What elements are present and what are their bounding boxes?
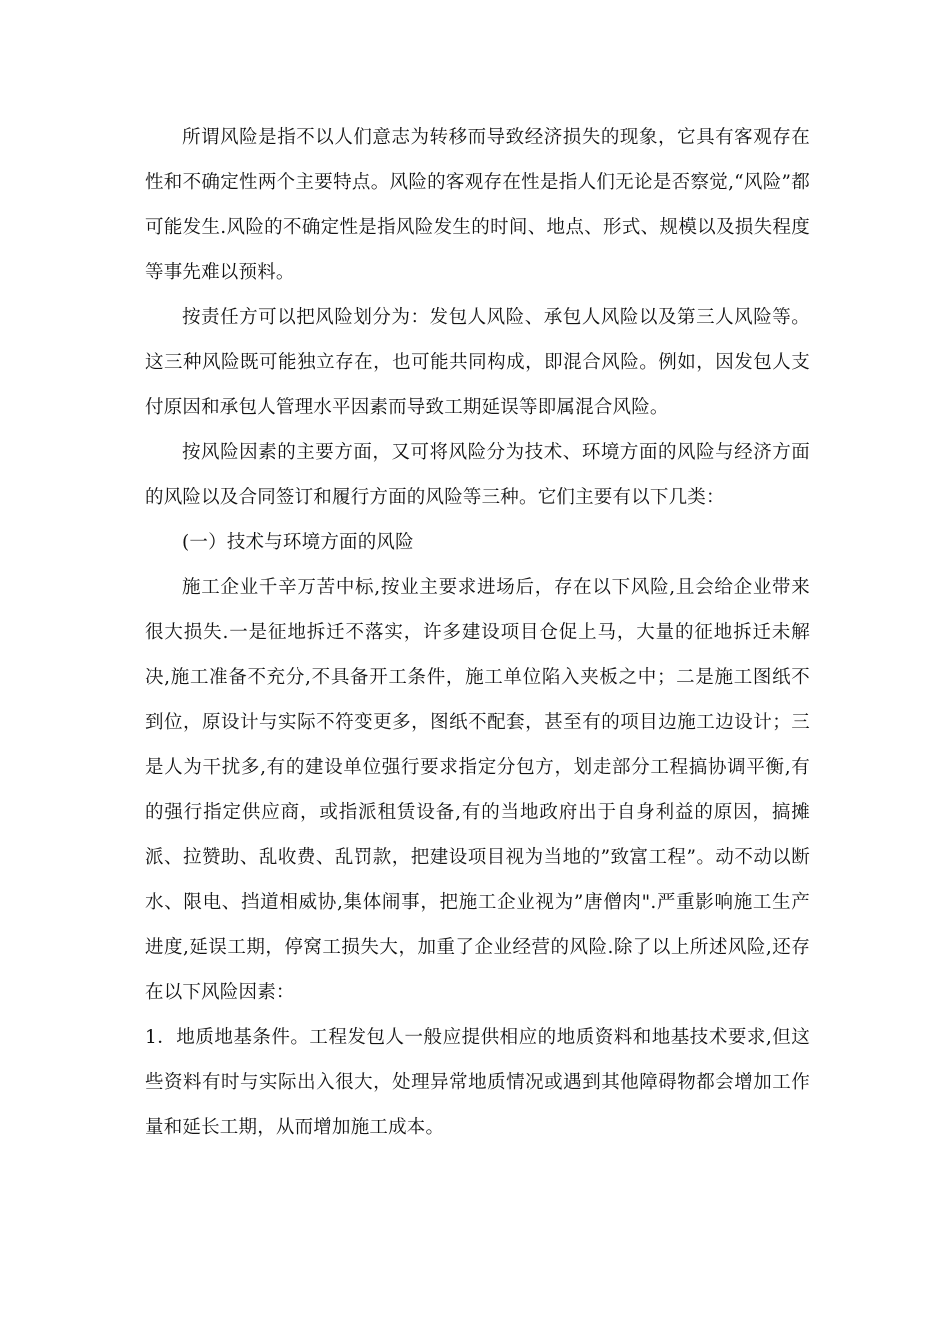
paragraph-risk-definition: 所谓风险是指不以人们意志为转移而导致经济损失的现象，它具有客观存在性和不确定性两个主要特点。风险的客观存在性是指人们无论是否察觉,“风险”都可能发生.风险的不确定性是指风险发生的时间、地点、形式、规模以及损失程度等事先难以预料。: [145, 127, 810, 283]
list-item-geological-conditions: 1．地质地基条件。工程发包人一般应提供相应的地质资料和地基技术要求,但这些资料有时与实际出入很大，处理异常地质情况或遇到其他障碍物都会增加工作量和延长工期，从而增加施工成本。: [145, 1027, 810, 1138]
section-heading-technical-environmental: (一）技术与环境方面的风险: [182, 532, 414, 553]
paragraph-risk-by-responsibility: 按责任方可以把风险划分为：发包人风险、承包人风险以及第三人风险等。这三种风险既可能独立存在，也可能共同构成，即混合风险。例如，因发包人支付原因和承包人管理水平因素而导致工期延误等即属混合风险。: [145, 307, 810, 418]
paragraph-risk-by-factor: 按风险因素的主要方面，又可将风险分为技术、环境方面的风险与经济方面的风险以及合同签订和履行方面的风险等三种。它们主要有以下几类：: [145, 442, 810, 508]
paragraph-construction-risks: 施工企业千辛万苦中标,按业主要求进场后，存在以下风险,且会给企业带来很大损失.一是征地拆迁不落实，许多建设项目仓促上马，大量的征地拆迁未解决,施工准备不充分,不具备开工条件，施工单位陷入夹板之中；二是施工图纸不到位，原设计与实际不符变更多，图纸不配套，甚至有的项目边施工边设计；三是人为干扰多,有的建设单位强行要求指定分包方，划走部分工程搞协调平衡,有的强行指定供应商，或指派租赁设备,有的当地政府出于自身利益的原因，搞摊派、拉赞助、乱收费、乱罚款，把建设项目视为当地的”致富工程”。动不动以断水、限电、挡道相威协,集体闹事，把施工企业视为”唐僧肉".严重影响施工生产进度,延误工期，停窝工损失大，加重了企业经营的风险.除了以上所述风险,还存在以下风险因素：: [145, 577, 810, 1003]
document-body: [145, 115, 810, 1150]
